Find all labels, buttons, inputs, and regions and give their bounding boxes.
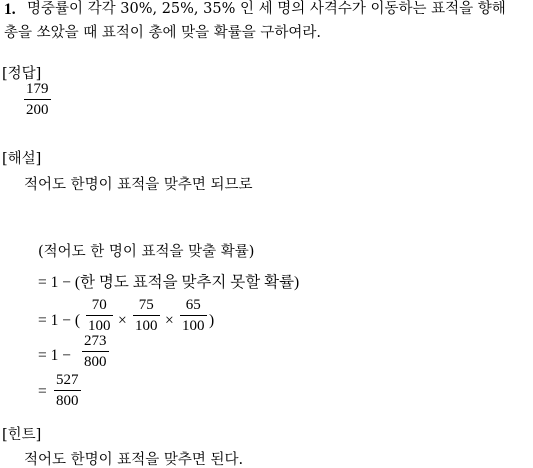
explanation-step2: = 1 − (한 명도 표적을 맞추지 못할 확률) xyxy=(38,274,300,291)
answer-header: [정답] xyxy=(2,66,42,82)
step3-fraction-3 xyxy=(180,298,207,334)
answer-denominator: 200 xyxy=(26,102,49,118)
fraction-bar xyxy=(54,390,81,391)
step3-fraction-1 xyxy=(86,298,113,334)
fraction-bar xyxy=(180,315,207,316)
fraction-bar xyxy=(82,351,109,352)
explanation-intro: 적어도 한명이 표적을 맞추면 되므로 xyxy=(24,177,253,193)
times-sign-2: × xyxy=(165,312,174,329)
step4-fraction-denominator: 800 xyxy=(84,354,107,370)
hint-text: 적어도 한명이 표적을 맞추면 된다. xyxy=(24,452,244,468)
answer-fraction xyxy=(24,82,51,118)
step3-fraction-3-numerator: 65 xyxy=(185,297,201,313)
step3-fraction-2-numerator: 75 xyxy=(138,297,154,313)
fraction-bar xyxy=(86,315,113,316)
problem-text-line1: 명중률이 각각 30%, 25%, 35% 인 세 명의 사격수가 이동하는 표적을 향해 xyxy=(27,1,506,17)
fraction-bar xyxy=(133,315,160,316)
explanation-header: [해설] xyxy=(2,151,42,167)
fraction-bar xyxy=(24,99,51,100)
step5-fraction-numerator: 527 xyxy=(56,372,79,388)
step4-fraction xyxy=(82,334,109,370)
problem-number: 1. xyxy=(4,1,16,18)
step5-fraction-denominator: 800 xyxy=(56,393,79,409)
answer-numerator: 179 xyxy=(26,81,49,97)
problem-text-line2: 총을 쏘았을 때 표적이 총에 맞을 확률을 구하여라. xyxy=(4,25,322,41)
explanation-step1: (적어도 한 명이 표적을 맞출 확률) xyxy=(38,244,255,260)
step3-fraction-1-denominator: 100 xyxy=(88,318,111,334)
step4-fraction-numerator: 273 xyxy=(84,333,107,349)
step3-fraction-3-denominator: 100 xyxy=(182,318,205,334)
step5-prefix: = xyxy=(38,383,47,400)
step3-prefix: = 1 − ( xyxy=(38,312,81,329)
step3-fraction-2-denominator: 100 xyxy=(135,318,158,334)
step3-fraction-2 xyxy=(133,298,160,334)
step3-suffix: ) xyxy=(209,312,215,329)
step5-fraction xyxy=(54,373,81,409)
hint-header: [힌트] xyxy=(2,427,42,443)
times-sign-1: × xyxy=(118,312,127,329)
step3-fraction-1-numerator: 70 xyxy=(91,297,107,313)
step4-prefix: = 1 − xyxy=(38,347,71,364)
